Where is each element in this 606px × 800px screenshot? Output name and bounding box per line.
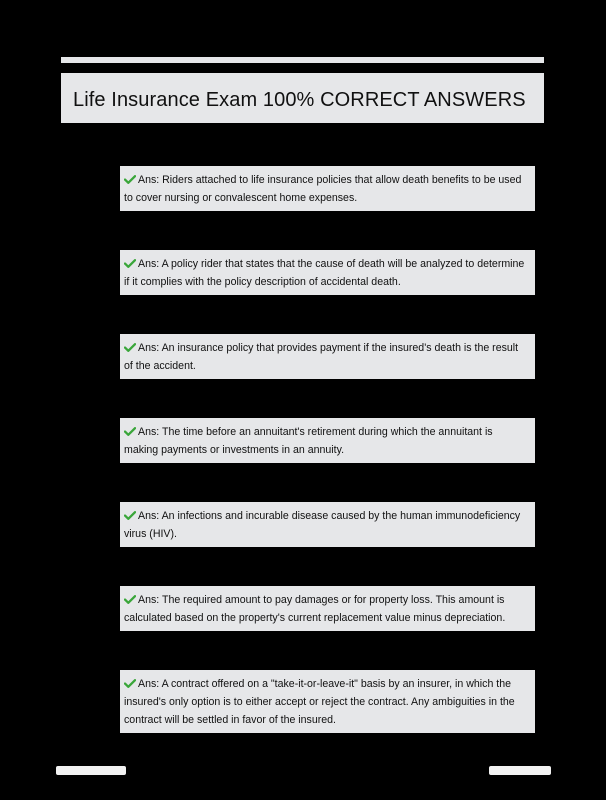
answer-box [120,502,535,547]
check-icon [124,511,136,520]
answer-text: Riders attached to life insurance policies that allow death benefits to be used to cover nursing or convalescent home expenses. [124,174,522,204]
answer-box [120,418,535,463]
title-box [61,73,544,123]
answer-prefix: Ans: [138,510,160,522]
answer-text: The required amount to pay damages or for property loss. This amount is calculated based on the property's current replacement value minus depreciation. [124,594,506,624]
check-icon [124,595,136,604]
check-icon [124,259,136,268]
answer-box [120,250,535,295]
answer-box [120,670,535,733]
document-title: Life Insurance Exam 100% CORRECT ANSWERS [73,89,526,111]
answer-text: An insurance policy that provides payment if the insured's death is the result of the accident. [124,342,519,372]
answer-prefix: Ans: [138,594,160,606]
answer-prefix: Ans: [138,258,160,270]
header-rule [61,57,544,63]
answer-text: A contract offered on a "take-it-or-leave-it" basis by an insurer, in which the insured's only option is to either accept or reject the contract. Any ambiguities in the contract will be settled in favor of the insured. [124,678,515,726]
answer-box [120,334,535,379]
check-icon [124,175,136,184]
check-icon [124,343,136,352]
answer-prefix: Ans: [138,342,160,354]
check-icon [124,427,136,436]
answer-text: The time before an annuitant's retirement during which the annuitant is making payments or investments in an annuity. [124,426,493,456]
answer-prefix: Ans: [138,174,160,186]
answer-prefix: Ans: [138,678,160,690]
check-icon [124,679,136,688]
footer-watermark-left [56,766,126,775]
answer-prefix: Ans: [138,426,160,438]
answer-text: An infections and incurable disease caused by the human immunodeficiency virus (HIV). [124,510,521,540]
footer-page-number [489,766,551,775]
answer-box [120,586,535,631]
answer-text: A policy rider that states that the cause of death will be analyzed to determine if it complies with the policy description of accidental death. [124,258,525,288]
answer-box [120,166,535,211]
